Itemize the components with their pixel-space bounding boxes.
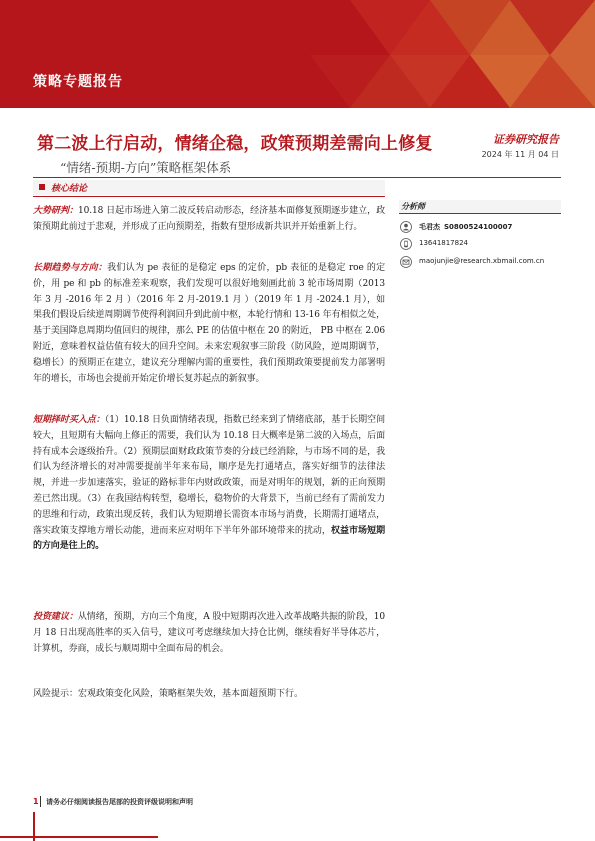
report-date: 2024 年 11 月 04 日 — [481, 150, 559, 159]
paragraph-text: 从情绪，预期，方向三个角度，A 股中短期再次进入改革战略共振的阶段，10 月 18 日出现高胜率的买入信号，建议可考虑继续加大持仓比例，继续看好半导体芯片，计算机，券商，成长与顺周期中全面布局的机会。 — [33, 612, 385, 654]
paragraph-lead: 大势研判： — [33, 206, 78, 216]
email-icon — [400, 256, 412, 268]
risk-warning: 风险提示：宏观政策变化风险，策略框架失效，基本面超预期下行。 — [33, 689, 304, 699]
footer-corner-horizontal — [0, 836, 158, 838]
footer-disclaimer: 请务必仔细阅读报告尾部的投资评级说明和声明 — [46, 798, 193, 806]
paragraph-lead: 长期趋势与方向： — [33, 263, 108, 273]
top-banner — [0, 0, 595, 108]
core-heading-bar — [33, 180, 385, 195]
paragraph-text: 我们认为 pe 表征的是稳定 eps 的定价，pb 表征的是稳定 roe 的定价，用 pe 和 pb 的标准差来观察，我们发现可以很好地刻画此前 3 轮市场周期（2013 年 3 月 -2016 年 2 月 ）（2016 年 2 月-2019.1 月 ）（2019 年 1 月 -2024.1 月），如果我们假设后续逆周期调节使得利润回升到此前中枢，本轮行情和 13-16 年有相似之处，基于美国降息周期均值回归的规律，那么 PE 的估值中枢在 20 的附近， PB 中枢在 2.06 附近，意味着权益估值有较大的回升空间。未来宏观叙事三阶段（防风险，逆周期调节，稳增长）的预期正在建立，建议充分理解内需的重要性，我们预期政策要提前发力部署明年的增长，市场也会提前开始定价增长复苏起点的新叙事。 — [33, 263, 385, 384]
analyst-email[interactable]: maojunjie@research.xbmail.com.cn — [419, 257, 545, 265]
paragraph-long-term — [33, 261, 385, 387]
core-divider — [33, 196, 385, 197]
paragraph-investment — [33, 610, 385, 657]
footer-separator — [40, 796, 41, 807]
paragraph-lead: 投资建议： — [33, 612, 78, 622]
paragraph-text: 10.18 日起市场进入第二波反转启动形态，经济基本面修复预期逐步建立，政策预期此前过于悲观，并形成了正向预期差，指数有望形成新共识并开始重新上行。 — [33, 206, 385, 232]
banner-decoration — [0, 0, 595, 108]
page-number: 1 — [33, 797, 39, 806]
person-icon — [400, 221, 412, 233]
paragraph-lead: 短期择时买入点： — [33, 415, 105, 425]
phone-icon — [400, 238, 412, 250]
square-bullet-icon — [39, 184, 45, 190]
paragraph-market-view — [33, 204, 385, 236]
report-type: 证券研究报告 — [493, 133, 559, 146]
paragraph-text: （1）10.18 日负面情绪表现，指数已经来到了情绪底部，基于长期空间较大，且短期有大幅向上修正的需要，我们认为 10.18 日大概率是第二波的入场点，后面持有成本会逐级抬升。（2）预期层面财政政策节奏的分歧已经消除，与市场不同的是，我们认为经济增长的对冲需要提前半年来布局，顺序是先打通堵点，落实好细节的法律法规，并进一步加速落实，验证的路标非年内财政政策，而是对明年的规划，新的正向预期差已然出现。（3）在我国结构转型，稳增长，稳物价的大背景下，当前已经有了需前发力的思维和行动，政策出现反转，我们认为短期增长需资本市场与消费，长期需打通堵点，落实政策支撑地方增长动能，进而来应对明年下半年外部环境带来的扰动， — [33, 415, 385, 536]
analyst-heading-bar — [399, 200, 561, 214]
header-divider — [33, 177, 561, 178]
report-title: 第二波上行启动，情绪企稳，政策预期差需向上修复 — [37, 134, 433, 154]
banner-title: 策略专题报告 — [33, 74, 123, 90]
report-subtitle: “情绪-预期-方向”策略框架体系 — [60, 160, 232, 175]
analyst-email-row — [399, 256, 569, 270]
analyst-name-row — [399, 221, 569, 235]
analyst-phone[interactable]: 13641817824 — [419, 239, 468, 247]
analyst-name: 毛君杰 — [419, 223, 440, 231]
analyst-phone-row — [399, 238, 569, 252]
paragraph-short-term — [33, 413, 385, 555]
paragraph-emphasis: 权益市场短期的方向是往上的。 — [33, 525, 385, 552]
analyst-license: S0800524100007 — [444, 223, 513, 231]
analyst-heading: 分析师 — [401, 202, 425, 211]
core-heading: 核心结论 — [51, 184, 88, 194]
